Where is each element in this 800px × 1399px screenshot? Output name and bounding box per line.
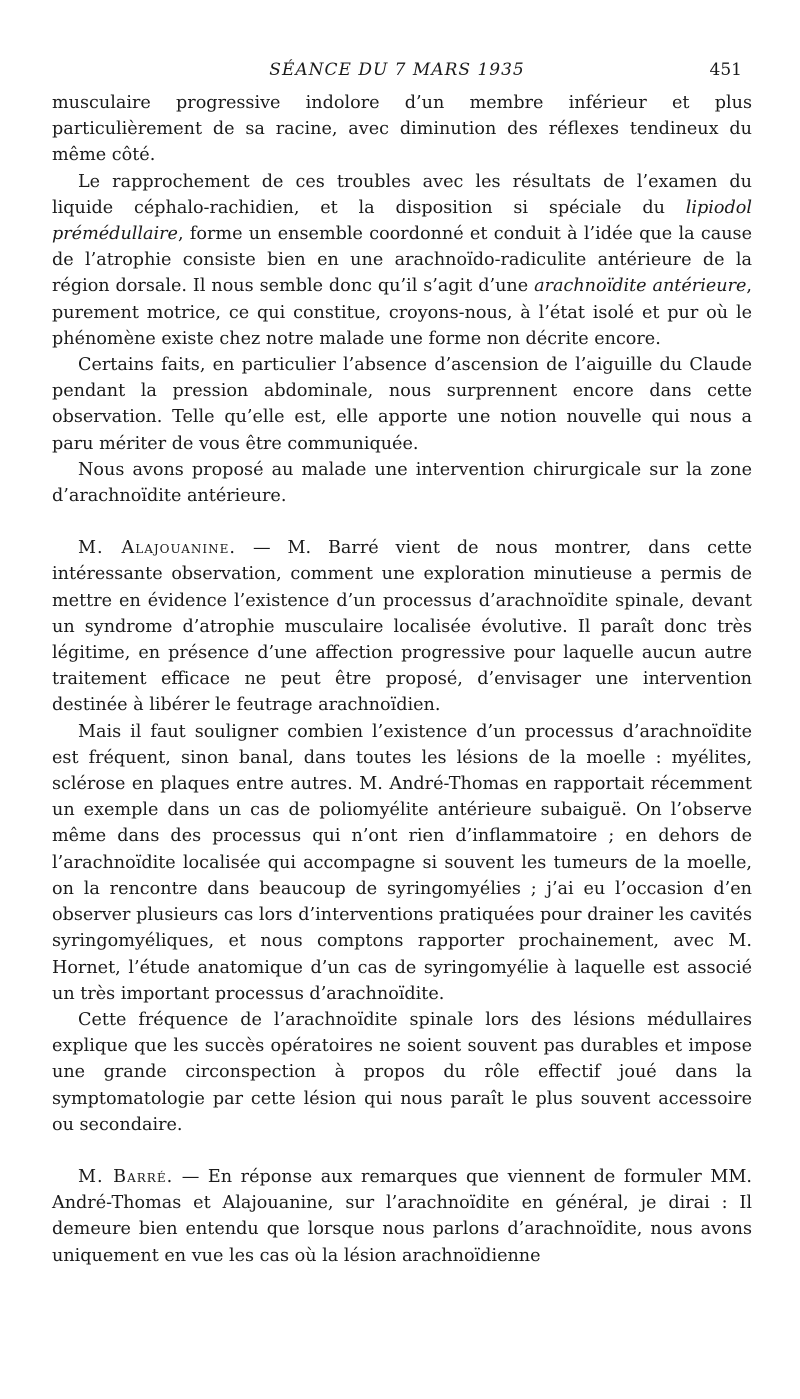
emphasis-lipiodol: lipiodol prémédullaire (52, 197, 752, 245)
page-number: 451 (709, 60, 742, 80)
speaker-barre: M. Barré. (78, 1166, 174, 1187)
running-head: SÉANCE DU 7 MARS 1935 (269, 60, 525, 80)
paragraph-6: Mais il faut souligner combien l’existence d’un processus d’arachnoïdite est fréquent, sinon banal, dans toutes les lésions de la moelle : myélites, sclérose en plaques entre autres. M. André-Thomas en rapportait récemment un exemple dans un cas de poliomyélite antérieure subaiguë. On l’observe même dans des processus qui n’ont rien d’inflammatoire ; en dehors de l’arachnoïdite localisée qui accompagne si souvent les tumeurs de la moelle, on la rencontre dans beaucoup de syringomyélies ; j’ai eu l’occasion d’en observer plusieurs cas lors d’interventions pratiquées pour drainer les cavités syringomyéliques, et nous comptons rapporter prochainement, avec M. Hornet, l’étude anatomique d’un cas de syringomyélie à laquelle est associé un très important processus d’arachnoïdite. (52, 721, 752, 1004)
page-header (52, 60, 742, 82)
paragraph-2-part-3: , purement motrice, ce qui constitue, croyons-nous, à l’état isolé et pur où le phénomène existe chez notre malade une forme non décrite encore. (52, 276, 752, 349)
paragraph-8 (52, 1164, 752, 1269)
paragraph-8-text: — En réponse aux remarques que viennent de formuler MM. André-Thomas et Alajouanine, sur l’arachnoïdite en général, je dirai : Il demeure bien entendu que lorsque nous parlons d’arachnoïdite, nous avons uniquement en vue les cas où la lésion arachnoïdienne (52, 1166, 753, 1266)
paragraph-1: musculaire progressive indolore d’un membre inférieur et plus particulièrement de sa racine, avec diminution des réflexes tendineux du même côté. (52, 93, 752, 166)
body-text (52, 90, 752, 1269)
paragraph-7: Cette fréquence de l’arachnoïdite spinale lors des lésions médullaires explique que les succès opératoires ne soient souvent pas durables et impose une grande circonspection à propos du rôle effectif joué dans la symptomatologie par cette lésion qui nous paraît le plus souvent accessoire ou secondaire. (52, 1009, 752, 1135)
paragraph-2-part-2: , forme un ensemble coordonné et conduit à l’idée que la cause de l’atrophie consiste bien en une arachnoïdo-radiculite antérieure de la région dorsale. Il nous semble donc qu’il s’agit d’une (52, 224, 752, 297)
paragraph-4: Nous avons proposé au malade une intervention chirurgicale sur la zone d’arachnoïdite antérieure. (52, 459, 752, 507)
paragraph-5-text: — M. Barré vient de nous montrer, dans cette intéressante observation, comment une exploration minutieuse a permis de mettre en évidence l’existence d’un processus d’arachnoïdite spinale, devant un syndrome d’atrophie musculaire localisée évolutive. Il paraît donc très légitime, en présence d’une affection progressive pour laquelle aucun autre traitement efficace ne peut être proposé, d’envisager une intervention destinée à libérer le feutrage arachnoïdien. (52, 538, 752, 716)
paragraph-2-part-1: Le rapprochement de ces troubles avec les résultats de l’examen du liquide céphalo-rachidien, et la disposition si spéciale du (52, 171, 752, 218)
speaker-alajouanine: M. Alajouanine. (78, 538, 237, 559)
emphasis-arachnoidite: arachnoïdite antérieure (534, 276, 747, 297)
paragraph-3: Certains faits, en particulier l’absence d’ascension de l’aiguille du Claude pendant la pression abdominale, nous surprennent encore dans cette observation. Telle qu’elle est, elle apporte une notion nouvelle qui nous a paru mériter de vous être communiquée. (52, 355, 752, 454)
paragraph-5 (52, 535, 752, 718)
paragraph-2 (52, 169, 752, 352)
